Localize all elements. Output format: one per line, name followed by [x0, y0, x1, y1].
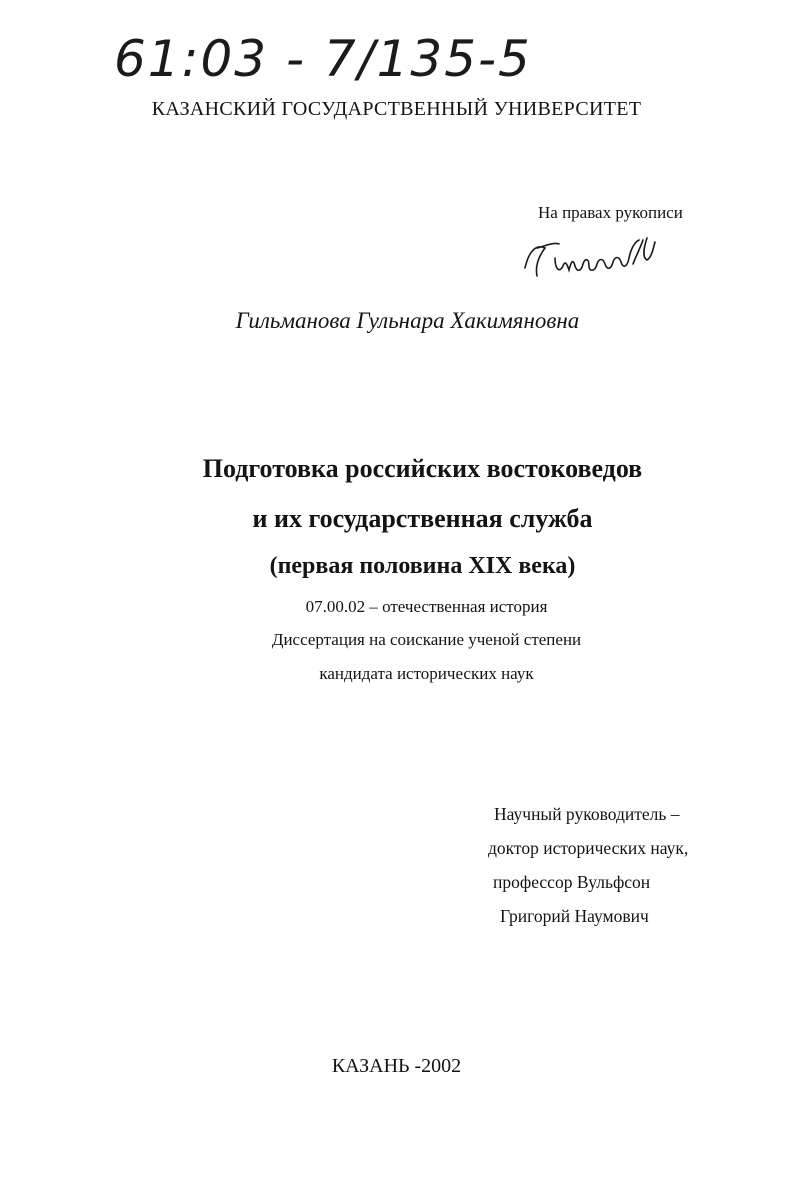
advisor-label: Научный руководитель – — [494, 804, 680, 824]
advisor-degree: доктор исторических наук, — [488, 838, 689, 858]
city-year: КАЗАНЬ -2002 — [331, 1055, 462, 1077]
signature-drawing — [515, 228, 665, 290]
degree-line-1: Диссертация на соискание ученой степени — [271, 630, 582, 649]
dissertation-subtitle: (первая половина XIX века) — [269, 553, 576, 579]
university-name: КАЗАНСКИЙ ГОСУДАРСТВЕННЫЙ УНИВЕРСИТЕТ — [151, 98, 642, 120]
dissertation-title-line-2: и их государственная служба — [252, 504, 593, 533]
handwritten-number-drawing — [110, 20, 530, 100]
manuscript-rights-note: На правах рукописи — [538, 203, 683, 222]
advisor-given-names: Григорий Наумович — [500, 906, 649, 926]
dissertation-title-line-1: Подготовка российских востоковедов — [202, 454, 643, 483]
handwritten-archive-number — [110, 20, 530, 100]
signature-stroke — [525, 238, 655, 276]
author-name: Гильманова Гульнара Хакимяновна — [235, 308, 580, 333]
author-signature — [515, 228, 665, 290]
degree-line-2: кандидата исторических наук — [319, 664, 534, 683]
handwritten-number-text: 61:03 - 7/135-5 — [114, 30, 530, 88]
advisor-title-surname: профессор Вульфсон — [493, 872, 651, 892]
specialty-code: 07.00.02 – отечественная история — [305, 597, 548, 616]
